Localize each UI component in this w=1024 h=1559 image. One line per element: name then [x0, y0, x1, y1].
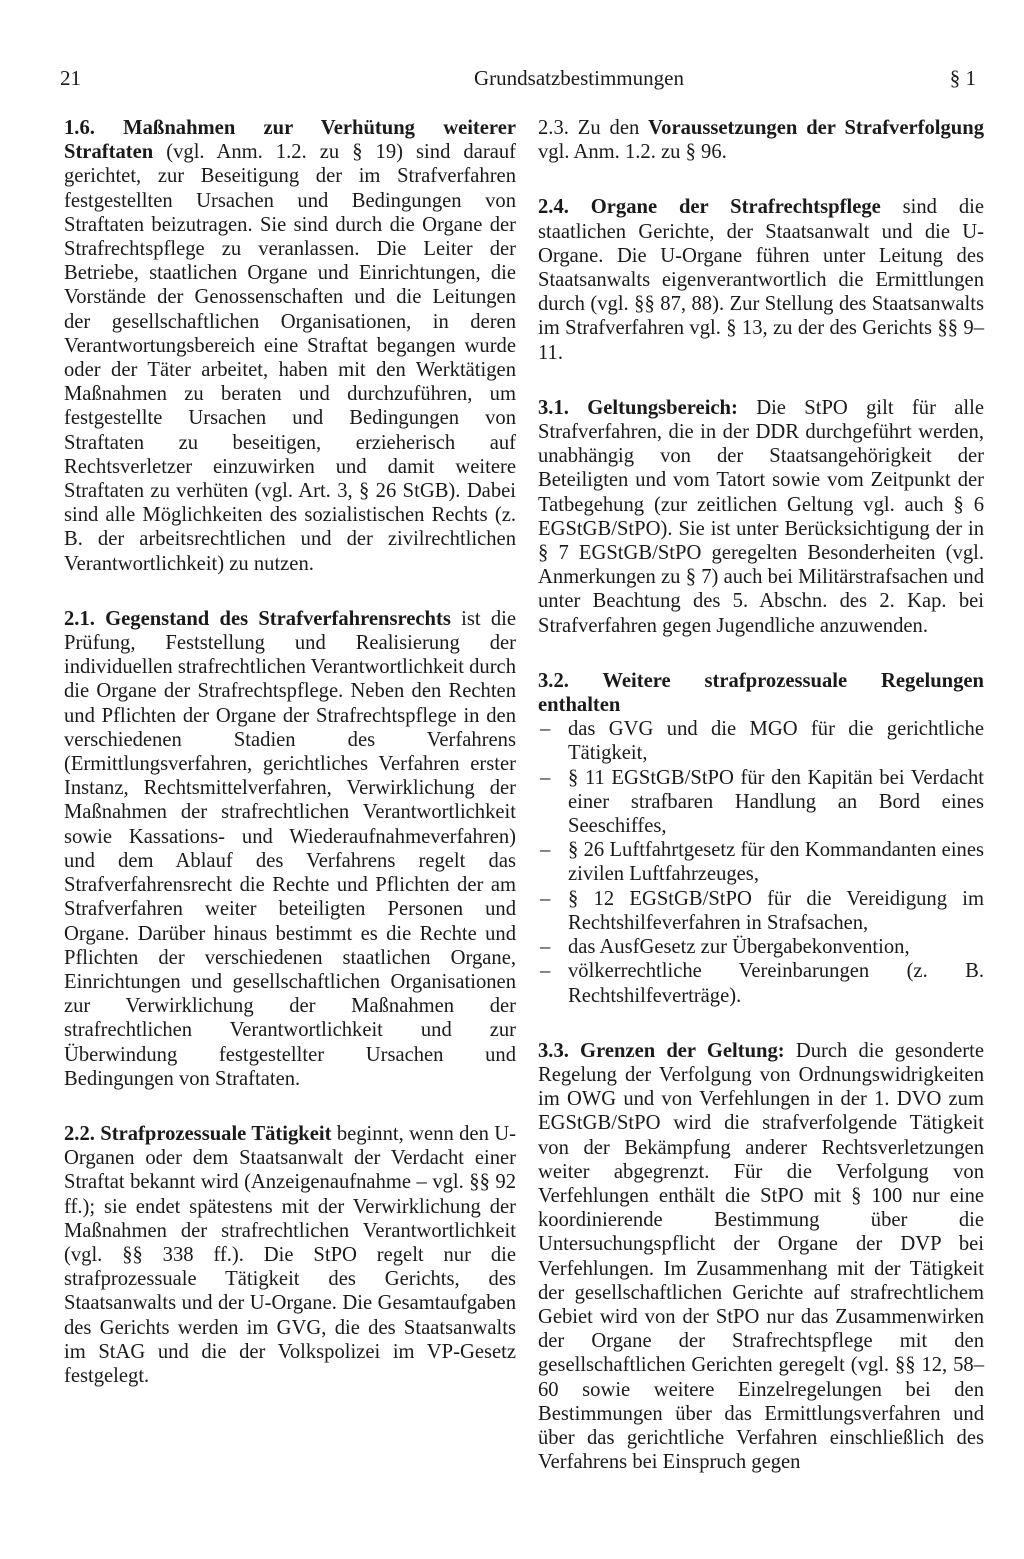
list-item: [538, 959, 984, 1007]
paragraph-prefix: 2.3. Zu den: [538, 117, 649, 139]
paragraph-1-6: [64, 116, 516, 576]
dash-marker: –: [540, 766, 551, 789]
paragraph-text: [64, 116, 516, 576]
paragraph-2-2: [64, 1122, 516, 1388]
list-item-text: § 11 EGStGB/StPO für den Kapitän bei Verdacht einer strafbaren Handlung an Bord eines Seeschiffes,: [568, 766, 984, 838]
paragraph-2-3: [538, 116, 984, 164]
dash-marker: –: [540, 839, 551, 862]
dash-marker: –: [540, 936, 551, 959]
paragraph-2-4: [538, 195, 984, 364]
paragraph-heading: 2.1. Gegenstand des Strafverfahrensrechts: [64, 607, 451, 630]
paragraph-3-1: [538, 396, 984, 638]
paragraph-body: ist die Prüfung, Feststellung und Realisierung der individuellen strafrechtlichen Verantwortlichkeit durch die Organe der Strafrechtspflege. Neben den Rechten und Pflichten der Organe der Strafrechtspflege in den verschiedenen Stadien des Verfahrens (Ermittlungsverfahren, gerichtliches Verfahren erster Instanz, Rechtsmittelverfahren, Verwirklichung der Maßnahmen der strafrechtlichen Verantwortlichkeit sowie Kassations- und Wiederaufnahmeverfahren) und dem Ablauf des Verfahrens regelt das Strafverfahrensrecht die Rechte und Pflichten der am Strafverfahren weiter beteiligten Personen und Organe. Darüber hinaus bestimmt es die Rechte und Pflichten der verschiedenen staatlichen Organe, Einrichtungen und gesellschaftlichen Organisationen zur Verwirklichung der Maßnahmen der strafrechtlichen Verantwortlichkeit und zur Überwindung festgestellter Ursachen und Bedingungen von Straftaten.: [64, 607, 516, 1090]
paragraph-text: [538, 195, 984, 364]
list-item-text: das GVG und die MGO für die gerichtliche Tätigkeit,: [568, 718, 984, 765]
right-column: [538, 116, 984, 1505]
paragraph-heading: 2.4. Organe der Strafrechtspflege: [538, 196, 881, 219]
list-item: [538, 887, 984, 935]
paragraph-heading: 3.2. Weitere strafprozessuale Regelungen enthalten: [538, 669, 984, 717]
page-number: 21: [60, 66, 81, 90]
list-item: [538, 766, 984, 839]
regulation-list: [538, 717, 984, 1007]
paragraph-heading: 3.1. Geltungsbereich:: [538, 396, 738, 419]
page-header: [60, 66, 976, 96]
left-column: [64, 116, 516, 1419]
list-item-text: das AusfGesetz zur Übergabekonvention,: [568, 936, 910, 959]
list-item-text: völkerrechtliche Vereinbarungen (z. B. Rechtshilfeverträge).: [568, 960, 984, 1007]
paragraph-text: [538, 1039, 984, 1475]
list-item: [538, 935, 984, 959]
paragraph-3-2: [538, 669, 984, 1008]
paragraph-body: sind die staatlichen Gerichte, der Staatsanwalt und die U-Organe. Die U-Organe führen unter Leitung des Staatsanwalts eigenverantwortlich die Ermittlungen durch (vgl. §§ 87, 88). Zur Stellung des Staatsanwalts im Strafverfahren vgl. § 13, zu der des Gerichts §§ 9–11.: [538, 196, 984, 364]
list-item: [538, 838, 984, 886]
running-title: Grundsatzbestimmungen: [474, 66, 684, 90]
paragraph-body: vgl. Anm. 1.2. zu § 96.: [538, 141, 727, 164]
paragraph-heading: 1.6. Maßnahmen zur Verhütung weiterer Straftaten: [64, 117, 516, 164]
paragraph-body: Durch die gesonderte Regelung der Verfolgung von Ordnungswidrigkeiten im OWG und von Verfehlungen in der 1. DVO zum EGStGB/StPO wird die strafverfolgende Tätigkeit von der Bekämpfung anderer Rechtsverletzungen weiter abgegrenzt. Für die Verfolgung von Verfehlungen enthält die StPO mit § 100 nur eine koordinierende Bestimmung über die Untersuchungspflicht der Organe der DVP bei Verfehlungen. Im Zusammenhang mit der Tätigkeit der gesellschaftlichen Gerichte auf strafrechtlichem Gebiet wird von der StPO nur das Zusammenwirken der Organe der Strafrechtspflege mit den gesellschaftlichen Gerichten geregelt (vgl. §§ 12, 58–60 sowie weitere Einzelregelungen bei den Bestimmungen über das Ermittlungsverfahren und über das gerichtliche Verfahren einschließlich des Verfahrens bei Einspruch gegen: [538, 1039, 984, 1474]
paragraph-body: Die StPO gilt für alle Strafverfahren, die in der DDR durchgeführt werden, unabhängig von der Staatsangehörigkeit der Beteiligten und vom Tatort sowie vom Zeitpunkt der Tatbegehung (zur zeitlichen Geltung vgl. auch § 6 EGStGB/StPO). Sie ist unter Berücksichtigung der in § 7 EGStGB/StPO geregelten Besonderheiten (vgl. Anmerkungen zu § 7) auch bei Militärstrafsachen und unter Beachtung des 5. Abschn. des 2. Kap. bei Strafverfahren gegen Jugendliche anzuwenden.: [538, 396, 985, 637]
paragraph-3-3: [538, 1039, 984, 1475]
paragraph-2-1: [64, 607, 516, 1091]
paragraph-heading: Voraussetzungen der Strafverfolgung: [648, 117, 984, 139]
paragraph-heading: 3.3. Grenzen der Geltung:: [538, 1039, 785, 1062]
list-item-text: § 26 Luftfahrtgesetz für den Kommandanten eines zivilen Luftfahrzeuges,: [568, 839, 984, 886]
paragraph-heading: 2.2. Strafprozessuale Tätigkeit: [64, 1122, 332, 1145]
paragraph-text: [538, 396, 984, 638]
list-item-text: § 12 EGStGB/StPO für die Vereidigung im Rechtshilfeverfahren in Strafsachen,: [568, 887, 984, 934]
paragraph-text: [64, 607, 516, 1091]
dash-marker: –: [540, 718, 551, 741]
paragraph-text: [538, 116, 984, 164]
paragraph-body: beginnt, wenn den U-Organen oder dem Staatsanwalt der Verdacht einer Straftat bekannt wird (Anzeigenaufnahme – vgl. §§ 92 ff.); sie endet spätestens mit der Verwirklichung der Maßnahmen der strafrechtlichen Verantwortlichkeit (vgl. §§ 338 ff.). Die StPO regelt nur die strafprozessuale Tätigkeit des Gerichts, des Staatsanwalts und der U-Organe. Die Gesamtaufgaben des Gerichts werden im GVG, die des Staatsanwalts im StAG und die der Volkspolizei im VP-Gesetz festgelegt.: [64, 1122, 516, 1387]
paragraph-text: [64, 1122, 516, 1388]
section-marker: § 1: [949, 66, 976, 90]
list-item: [538, 717, 984, 765]
dash-marker: –: [540, 960, 551, 983]
dash-marker: –: [540, 887, 551, 910]
paragraph-body: (vgl. Anm. 1.2. zu § 19) sind darauf gerichtet, zur Beseitigung der im Strafverfahren festgestellten Ursachen und Bedingungen von Straftaten beizutragen. Sie sind durch die Organe der Strafrechtspflege zu veranlassen. Die Leiter der Betriebe, staatlichen Organe und Einrichtungen, die Vorstände der Genossenschaften und die Leitungen der gesellschaftlichen Organisationen, in deren Verantwortungsbereich eine Straftat begangen wurde oder der Täter arbeitet, haben mit den Werktätigen Maßnahmen zu beraten und durchzuführen, um festgestellte Ursachen und Bedingungen von Straftaten zu beseitigen, erzieherisch auf Rechtsverletzer einzuwirken und damit weitere Straftaten zu verhüten (vgl. Art. 3, § 26 StGB). Dabei sind alle Möglichkeiten des sozialistischen Rechts (z. B. der arbeitsrechtlichen und der zivilrechtlichen Verantwortlichkeit) zu nutzen.: [64, 141, 516, 575]
